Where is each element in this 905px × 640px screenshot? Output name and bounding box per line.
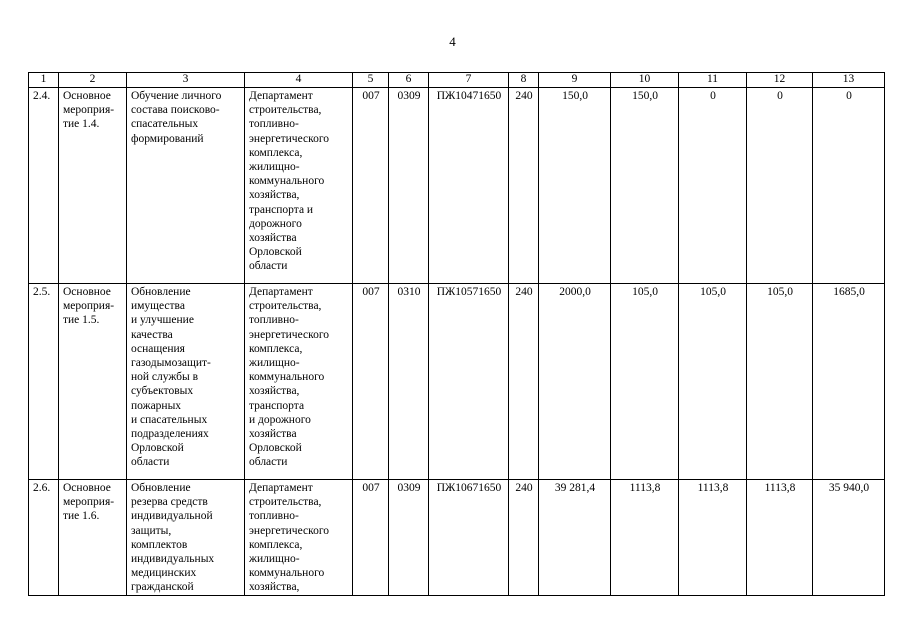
column-header: 4 [245,73,353,88]
vr-cell: 240 [509,480,539,596]
vr-cell: 240 [509,88,539,284]
total-cell: 2000,0 [539,284,611,480]
rzpr-cell: 0309 [389,88,429,284]
total-cell: 150,0 [539,88,611,284]
year2-cell: 105,0 [679,284,747,480]
year3-cell: 1113,8 [747,480,813,596]
event-cell: Основное мероприя- тие 1.4. [59,88,127,284]
vr-cell: 240 [509,284,539,480]
year3-cell: 0 [747,88,813,284]
column-header: 8 [509,73,539,88]
column-header: 12 [747,73,813,88]
column-header: 5 [353,73,389,88]
event-name-cell: Обучение личного состава поисково- спасательных формирований [127,88,245,284]
year4-cell: 35 940,0 [813,480,885,596]
column-header: 3 [127,73,245,88]
event-cell: Основное мероприя- тие 1.5. [59,284,127,480]
table-row [29,88,885,284]
total-cell: 39 281,4 [539,480,611,596]
column-header: 6 [389,73,429,88]
csr-cell: ПЖ10671650 [429,480,509,596]
year4-cell: 1685,0 [813,284,885,480]
table-row [29,284,885,480]
column-header: 1 [29,73,59,88]
event-name-cell: Обновление имущества и улучшение качества оснащения газодымозащит- ной службы в субъектовых пожарных и спасательных подразделениях Орловской области [127,284,245,480]
rzpr-cell: 0309 [389,480,429,596]
year3-cell: 105,0 [747,284,813,480]
program-table [28,72,885,596]
column-header: 11 [679,73,747,88]
table-row [29,480,885,596]
year2-cell: 0 [679,88,747,284]
row-number: 2.4. [29,88,59,284]
rzpr-cell: 0310 [389,284,429,480]
grbs-cell: 007 [353,480,389,596]
executor-cell: Департамент строительства, топливно- энергетического комплекса, жилищно- коммунального хозяйства, транспорта и дорожного хозяйства Орловской области [245,284,353,480]
event-cell: Основное мероприя- тие 1.6. [59,480,127,596]
executor-cell: Департамент строительства, топливно- энергетического комплекса, жилищно- коммунального хозяйства, транспорта и дорожного хозяйства Орловской области [245,88,353,284]
column-header: 2 [59,73,127,88]
grbs-cell: 007 [353,284,389,480]
grbs-cell: 007 [353,88,389,284]
column-header: 9 [539,73,611,88]
year2-cell: 1113,8 [679,480,747,596]
column-header: 13 [813,73,885,88]
year4-cell: 0 [813,88,885,284]
csr-cell: ПЖ10471650 [429,88,509,284]
row-number: 2.6. [29,480,59,596]
header-row [29,73,885,88]
year1-cell: 1113,8 [611,480,679,596]
column-header: 7 [429,73,509,88]
event-name-cell: Обновление резерва средств индивидуальной защиты, комплектов индивидуальных медицинских гражданской [127,480,245,596]
csr-cell: ПЖ10571650 [429,284,509,480]
page-number: 4 [449,34,456,49]
column-header: 10 [611,73,679,88]
row-number: 2.5. [29,284,59,480]
year1-cell: 150,0 [611,88,679,284]
year1-cell: 105,0 [611,284,679,480]
executor-cell: Департамент строительства, топливно- энергетического комплекса, жилищно- коммунального хозяйства, [245,480,353,596]
